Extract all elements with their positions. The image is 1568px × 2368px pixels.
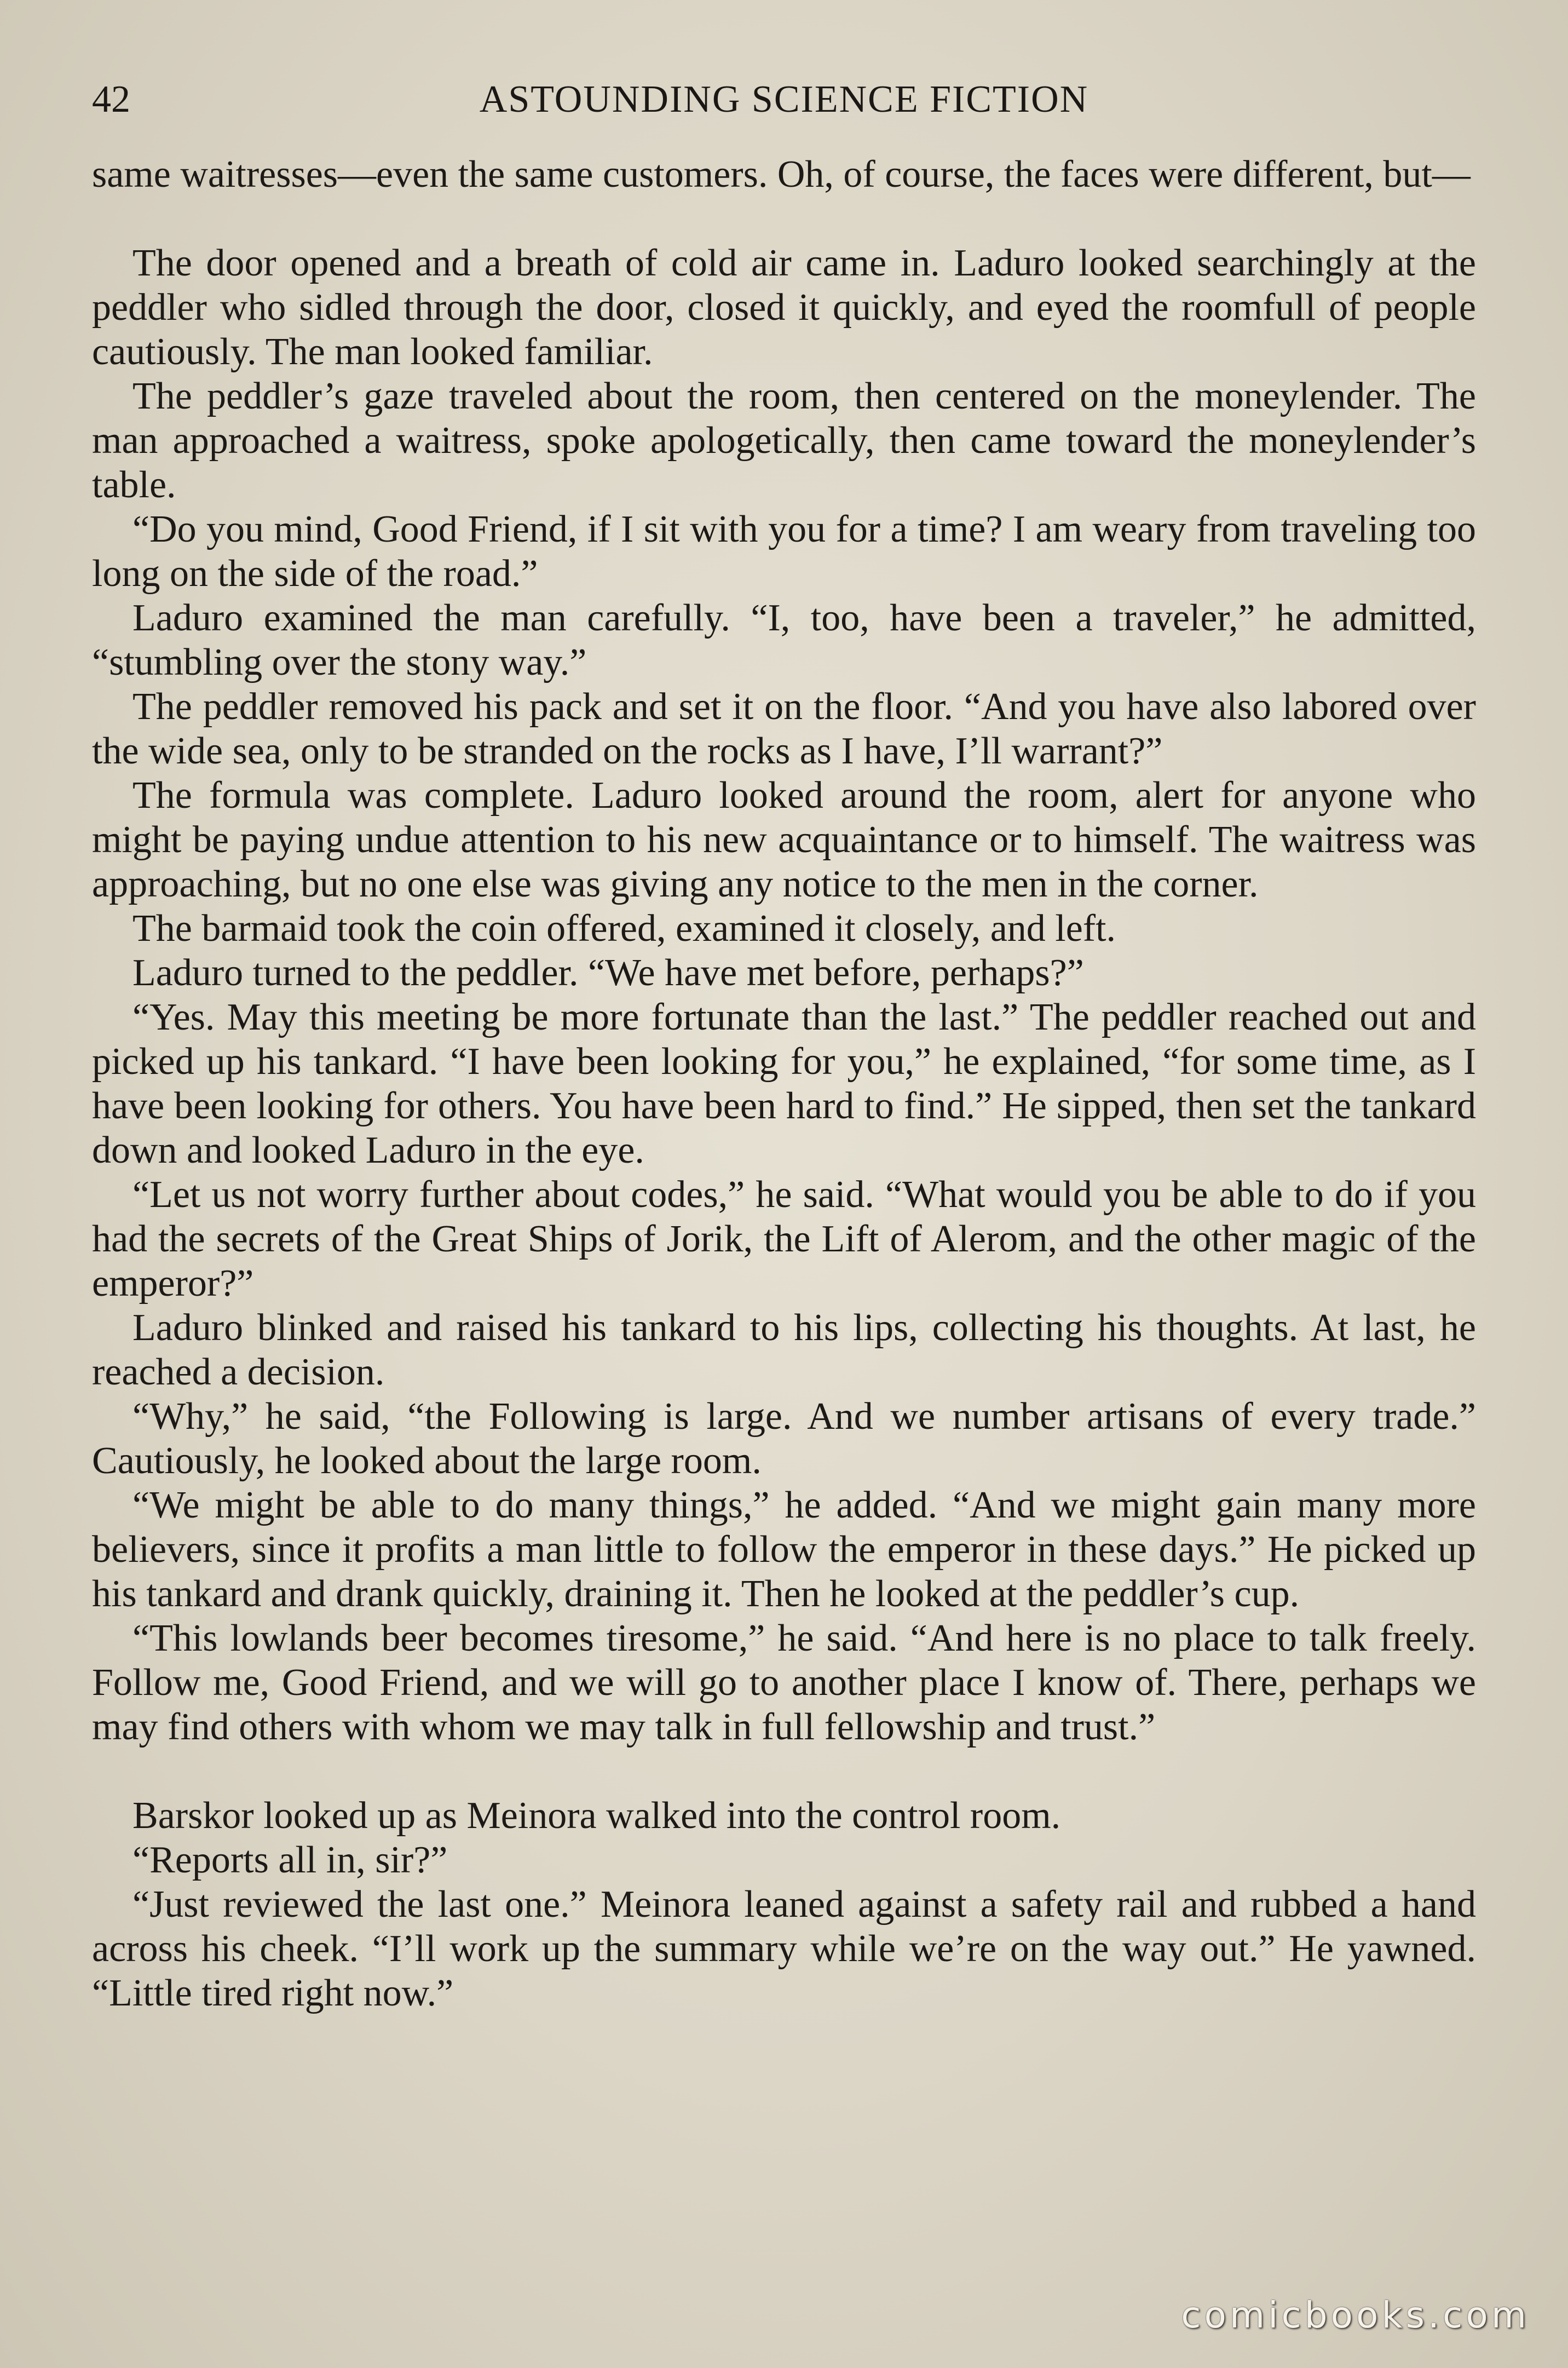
paragraph: “This lowlands beer becomes tiresome,” he said. “And here is no place to talk freely. Follow me, Good Friend, and we will go to another place I know of. There, perhaps we may find others with whom we may talk in full fellowship and trust.” [92,1617,1476,1748]
paragraph: same waitresses—even the same customers. Oh, of course, the faces were different, but— [92,153,1471,196]
paragraph: “Let us not worry further about codes,” he said. “What would you be able to do if you had the secrets of the Great Ships of Jorik, the Lift of Alerom, and the other magic of the emperor?” [92,1174,1476,1304]
body-text [92,152,1476,2015]
paragraph: “Yes. May this meeting be more fortunate than the last.” The peddler reached out and picked up his tankard. “I have been looking for you,” he explained, “for some time, as I have been looking for others. You have been hard to find.” He sipped, then set the tankard down and looked Laduro in the eye. [92,996,1476,1171]
paragraph: The peddler’s gaze traveled about the room, then centered on the moneylender. The man approached a waitress, spoke apologetically, then came toward the moneylender’s table. [92,375,1476,506]
paragraph: Laduro blinked and raised his tankard to his lips, collecting his thoughts. At last, he reached a decision. [92,1307,1476,1393]
paragraph: The peddler removed his pack and set it on the floor. “And you have also labored over the wide sea, only to be stranded on the rocks as I have, I’ll warrant?” [92,686,1476,772]
paragraph: The formula was complete. Laduro looked around the room, alert for anyone who might be paying undue attention to his new acquaintance or to himself. The waitress was approaching, but no one else was giving any notice to the men in the corner. [92,774,1476,905]
paragraph: Laduro examined the man carefully. “I, too, have been a traveler,” he admitted, “stumbling over the stony way.” [92,597,1476,683]
paragraph: Laduro turned to the peddler. “We have met before, perhaps?” [132,952,1084,994]
paragraph: “Reports all in, sir?” [132,1839,448,1881]
paragraph: “Do you mind, Good Friend, if I sit with you for a time? I am weary from traveling too long on the side of the road.” [92,508,1476,595]
paragraph: The door opened and a breath of cold air came in. Laduro looked searchingly at the peddler who sidled through the door, closed it quickly, and eyed the roomfull of people cautiously. The man looked familiar. [92,242,1476,373]
page-number: 42 [92,78,130,120]
paragraph: The barmaid took the coin offered, examined it closely, and left. [132,907,1116,950]
paragraph: “We might be able to do many things,” he added. “And we might gain many more believers, since it profits a man little to follow the emperor in these days.” He picked up his tankard and drank quickly, draining it. Then he looked at the peddler’s cup. [92,1484,1476,1615]
running-head: ASTOUNDING SCIENCE FICTION [479,78,1089,120]
page-header [92,78,1476,127]
watermark: comicbooks.com [1181,2294,1530,2336]
paragraph: Barskor looked up as Meinora walked into the control room. [132,1795,1061,1837]
paragraph: “Just reviewed the last one.” Meinora leaned against a safety rail and rubbed a hand across his cheek. “I’ll work up the summary while we’re on the way out.” He yawned. “Little tired right now.” [92,1883,1476,2014]
paragraph: “Why,” he said, “the Following is large. And we number artisans of every trade.” Cautiously, he looked about the large room. [92,1395,1476,1482]
